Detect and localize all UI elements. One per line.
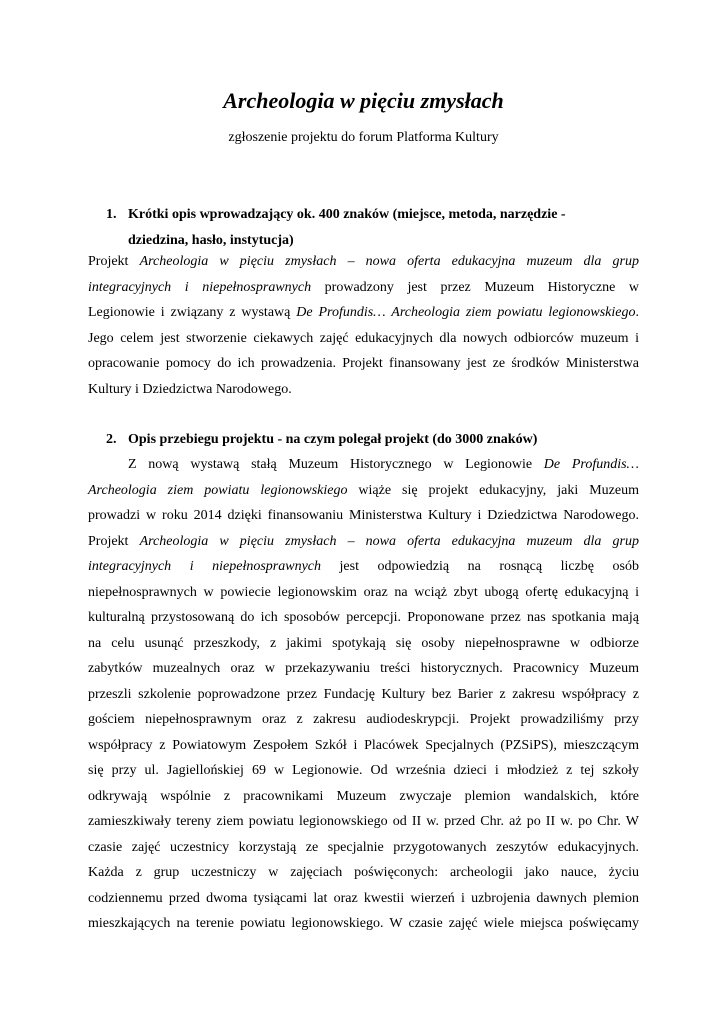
line-text: czasie zajęć uczestnicy korzystają ze specjalnie przygotowanych zeszytów edukacyjnych. — [88, 839, 639, 855]
section-1-body — [88, 249, 639, 402]
section2-line — [88, 656, 639, 682]
section-2-heading — [106, 427, 639, 453]
document-title: Archeologia w pięciu zmysłach — [223, 88, 504, 113]
section2-line — [88, 478, 639, 504]
line-text: Projekt — [88, 254, 140, 269]
line-text: odkrywają wspólnie z pracownikami Muzeum zwyczaje plemion wandalskich, które — [88, 788, 639, 804]
line-text: Kultury i Dziedzictwa Narodowego. — [88, 381, 292, 397]
section2-line — [88, 529, 639, 555]
line-text: niepełnosprawnych w powiecie legionowskim oraz na wciąż zbyt ubogą ofertę edukacyjną i — [88, 584, 639, 600]
section-2-body — [88, 452, 639, 937]
section1-line — [88, 300, 639, 326]
section2-line — [88, 605, 639, 631]
section2-line — [88, 860, 639, 886]
section-1-heading-line-1: Krótki opis wprowadzający ok. 400 znaków (miejsce, metoda, narzędzie - — [128, 207, 566, 222]
section1-line — [88, 326, 639, 352]
italic-text: Archeologia w pięciu zmysłach – nowa oferta edukacyjna muzeum dla grup — [139, 254, 639, 269]
line-text: Jego celem jest stworzenie ciekawych zajęć edukacyjnych dla nowych odbiorców muzeum i — [88, 330, 639, 346]
section2-line — [88, 758, 639, 784]
section1-line — [88, 275, 639, 301]
section2-line — [88, 835, 639, 861]
section2-line — [88, 580, 639, 606]
line-text: kulturalną przystosowaną do ich sposobów percepcji. Proponowane przez nas spotkania mają — [88, 610, 639, 625]
line-text: wiąże się projekt edukacyjny, jaki Muzeum — [347, 482, 639, 498]
line-text: jest odpowiedzią na rosnącą liczbę osób — [321, 559, 639, 574]
section2-line — [88, 707, 639, 733]
line-text: się przy ul. Jagiellońskiej 69 w Legionowie. Od września dzieci i młodzież z tej szkoły — [88, 763, 639, 778]
line-text: przeszli szkolenie poprowadzone przez Fundację Kultury bez Barier z zakresu współpracy z — [88, 686, 639, 702]
section2-line — [88, 784, 639, 810]
line-text: współpracy z Powiatowym Zespołem Szkół i Placówek Specjalnych (PZSiPS), mieszczącym — [88, 737, 639, 753]
section2-line — [88, 503, 639, 529]
italic-text: integracyjnych i niepełnosprawnych — [88, 559, 322, 574]
section1-line — [88, 249, 639, 275]
line-text: codziennemu przed dwoma tysiącami lat oraz kwestii wierzeń i uzbrojenia dawnych plemion — [88, 890, 639, 906]
line-text: zabytków muzealnych oraz w przekazywaniu treści historycznych. Pracownicy Muzeum — [88, 661, 639, 676]
section2-line — [88, 631, 639, 657]
italic-text: De Profundis… Archeologia ziem powiatu legionowskiego — [296, 305, 636, 320]
line-text: prowadzony jest przez Muzeum Historyczne w — [311, 279, 639, 295]
italic-text: Archeologia w pięciu zmysłach – nowa oferta edukacyjna muzeum dla grup — [139, 533, 639, 549]
line-text: Z nową wystawą stałą Muzeum Historycznego w Legionowie — [128, 457, 544, 472]
line-text: Każda z grup uczestniczy w zajęciach poświęconych: archeologii jako nauce, życiu — [88, 865, 639, 880]
section2-line — [88, 554, 639, 580]
line-text: gościem niepełnosprawnym oraz z zakresu audiodeskrypcji. Projekt prowadziliśmy przy — [88, 712, 639, 727]
document-subtitle: zgłoszenie projektu do forum Platforma Kultury — [228, 130, 499, 145]
italic-text: integracyjnych i niepełnosprawnych — [88, 279, 312, 295]
section2-line — [88, 911, 639, 937]
line-text: Projekt — [88, 533, 140, 549]
line-text: . — [635, 305, 639, 320]
line-text: Legionowie i związany z wystawą — [88, 305, 297, 320]
section1-line — [88, 351, 639, 377]
section-1-number: 1. — [106, 207, 117, 222]
section2-line — [88, 809, 639, 835]
line-text: mieszkających na terenie powiatu legionowskiego. W czasie zajęć wiele miejsca poświęcamy — [88, 916, 639, 931]
section2-line — [88, 886, 639, 912]
line-text: zamieszkiwały tereny ziem powiatu legionowskiego od II w. przed Chr. aż po II w. po Chr. W — [88, 814, 639, 829]
section2-line — [88, 452, 639, 478]
section-2-heading-text: Opis przebiegu projektu - na czym polegał projekt (do 3000 znaków) — [128, 432, 538, 447]
line-text: opracowanie pomocy do ich prowadzenia. Projekt finansowany jest ze środków Ministerstwa — [88, 356, 639, 371]
section-2-number: 2. — [106, 432, 117, 447]
section-1-heading — [106, 202, 639, 253]
italic-text: De Profundis… — [543, 457, 639, 472]
section2-line — [88, 733, 639, 759]
section1-line — [88, 377, 639, 403]
section-1-heading-line-2: dziedzina, hasło, instytucja) — [128, 232, 294, 248]
section2-line — [88, 682, 639, 708]
line-text: na celu usunąć przeszkody, z jakimi spotykają się osoby niepełnosprawne w odbiorze — [88, 635, 639, 651]
italic-text: Archeologia ziem powiatu legionowskiego — [88, 482, 348, 498]
line-text: prowadzi w roku 2014 dzięki finansowaniu Ministerstwa Kultury i Dziedzictwa Narodowego. — [88, 508, 639, 523]
